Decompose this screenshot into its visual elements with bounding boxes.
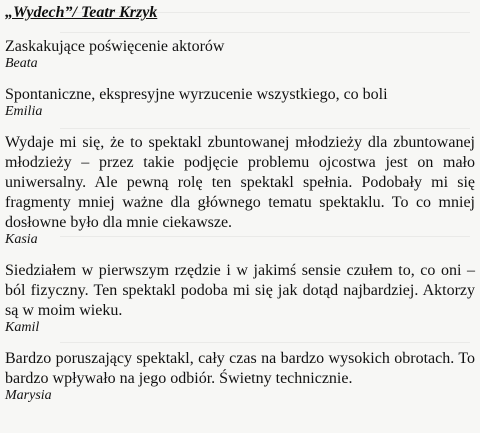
comment-entry [5, 349, 475, 403]
comment-text: Zaskakujące poświęcenie aktorów [5, 38, 225, 55]
comment-text: Spontaniczne, ekspresyjne wyrzucenie wszystkiego, co boli [5, 86, 388, 103]
comment-entry [5, 133, 475, 247]
comment-entry [5, 37, 475, 71]
comment-author: Marysia [5, 388, 52, 403]
comment-text: Bardzo poruszający spektakl, cały czas na bardzo wysokich obrotach. To bardzo wpływało na jego odbiór. Świetny technicznie. [5, 350, 475, 387]
comment-author: Kasia [5, 232, 38, 247]
comment-text: Siedziałem w pierwszym rzędzie i w jakimś sensie czułem to, co oni – ból fizyczny. Ten spektakl podoba mi się jak dotąd najbardziej. Aktorzy są w moim wieku. [5, 262, 475, 319]
page-title: „Wydech”/ Teatr Krzyk [5, 4, 158, 21]
comment-entry [5, 85, 475, 119]
comment-text: Wydaje mi się, że to spektakl zbuntowanej młodzieży dla zbuntowanej młodzieży – przez takie podjęcie problemu ojcostwa jest on mało uniwersalny. Ale pewną rolę ten spektakl spełnia. Podobały mi się fragmenty mniej ważne dla głównego tematu spektaklu. To co mniej dosłowne było dla mnie ciekawsze. [5, 134, 475, 231]
comment-author: Kamil [5, 320, 40, 335]
comment-entry [5, 261, 475, 335]
comment-author: Beata [5, 56, 38, 71]
document-page [5, 4, 475, 417]
comment-author: Emilia [5, 104, 43, 119]
